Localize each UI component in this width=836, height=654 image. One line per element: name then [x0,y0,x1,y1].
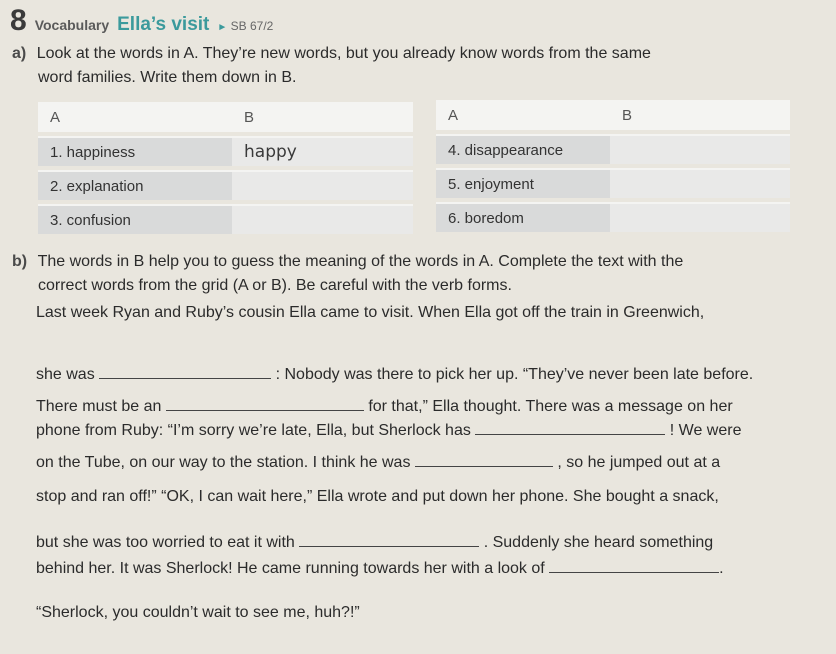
column-a-header: A [38,102,232,132]
table-row: 3. confusion [38,204,413,234]
text-line: behind her. It was Sherlock! He came running towards her with a look of . [36,556,724,578]
answer-cell[interactable] [232,170,413,200]
table-row: 5. enjoyment [436,168,790,198]
word-table-left [38,98,413,238]
task-a-instruction: a) Look at the words in A. They’re new words, but you already know words from the same word families. Write them down in B. [12,45,651,86]
gap-blank[interactable] [299,530,479,547]
book-reference: ► SB 67/2 [217,19,274,33]
gap-blank[interactable] [99,362,271,379]
answer-cell[interactable] [232,204,413,234]
task-b-instruction: b) The words in B help you to guess the meaning of the words in A. Complete the text with the correct words from the grid (A or B). Be careful with the verb forms. [12,253,684,294]
text-line: phone from Ruby: “I’m sorry we’re late, Ella, but Sherlock has ! We were [36,418,741,440]
text-line: Last week Ryan and Ruby’s cousin Ella came to visit. When Ella got off the train in Greenwich, [36,304,705,321]
column-a-header: A [436,100,610,130]
text-line: stop and ran off!” “OK, I can wait here,” Ella wrote and put down her phone. She bought a snack, [36,488,719,505]
column-b-header: B [232,102,413,132]
answer-cell[interactable]: happy [232,136,413,166]
table-row: 4. disappearance [436,134,790,164]
text-line: on the Tube, on our way to the station. I think he was , so he jumped out at a [36,450,720,472]
column-b-header: B [610,100,790,130]
exercise-header [10,4,273,38]
arrow-icon: ► [217,22,228,33]
answer-cell[interactable] [610,134,790,164]
answer-cell[interactable] [610,168,790,198]
table-row: 6. boredom [436,202,790,232]
section-label: Vocabulary [34,17,110,33]
text-line: “Sherlock, you couldn’t wait to see me, huh?!” [36,604,360,621]
text-line: she was : Nobody was there to pick her up. “They’ve never been late before. [36,362,753,384]
exercise-number: 8 [10,4,27,37]
word-table-right [436,96,790,236]
gap-blank[interactable] [415,450,553,467]
table-row: 2. explanation [38,170,413,200]
text-line: but she was too worried to eat it with . Suddenly she heard something [36,530,713,552]
gap-blank[interactable] [475,418,665,435]
gap-blank[interactable] [166,394,364,411]
table-row: 1. happiness happy [38,136,413,166]
text-line: There must be an for that,” Ella thought. There was a message on her [36,394,733,416]
exercise-title: Ella’s visit [117,14,210,35]
answer-cell[interactable] [610,202,790,232]
task-a-label: a) [12,45,27,62]
task-b-label: b) [12,253,28,270]
gap-blank[interactable] [549,556,719,573]
